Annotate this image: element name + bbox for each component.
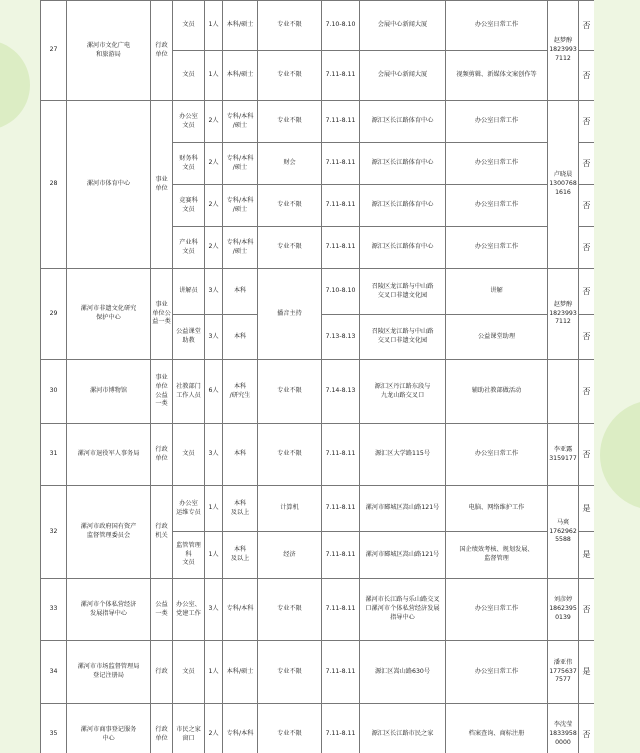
major: 专业不限 — [258, 579, 322, 641]
job-content: 办公室日常工作 — [446, 424, 548, 486]
unit-name: 漯河市博物馆 — [67, 360, 151, 424]
job-content: 电脑、网络维护工作 — [446, 486, 548, 532]
meal-provided: 否 — [579, 227, 595, 269]
major: 播音主持 — [258, 269, 322, 360]
work-location: 漯河市郾城区嵩山路121号 — [360, 486, 446, 532]
major: 专业不限 — [258, 101, 322, 143]
date-range: 7.11-8.11 — [322, 227, 360, 269]
unit-name: 漯河市退役军人事务局 — [67, 424, 151, 486]
date-range: 7.11-8.11 — [322, 532, 360, 579]
table-row — [41, 101, 595, 143]
headcount: 1人 — [205, 532, 223, 579]
major: 专业不限 — [258, 185, 322, 227]
post-name: 公益课堂 助教 — [173, 315, 205, 360]
row-number: 33 — [41, 579, 67, 641]
work-location: 召陵区龙江路与中山路 交叉口非遗文化园 — [360, 315, 446, 360]
unit-name: 漯河市个体私营经济 发展指导中心 — [67, 579, 151, 641]
meal-provided: 否 — [579, 143, 595, 185]
unit-type: 行政 机关 — [151, 486, 173, 579]
major: 专业不限 — [258, 641, 322, 704]
work-location: 召陵区龙江路与中山路 交叉口非遗文化园 — [360, 269, 446, 315]
post-name: 办公室、 党建工作 — [173, 579, 205, 641]
post-name: 文员 — [173, 424, 205, 486]
headcount: 2人 — [205, 227, 223, 269]
headcount: 1人 — [205, 641, 223, 704]
table-row — [41, 486, 595, 532]
major: 专业不限 — [258, 360, 322, 424]
post-name: 文员 — [173, 1, 205, 51]
decorative-circle-right — [600, 400, 640, 510]
table-row — [41, 704, 595, 753]
positions-table — [40, 0, 594, 753]
work-location: 漯河市长江路与乐山路交叉 口漯河市个体私营经济发展 指导中心 — [360, 579, 446, 641]
meal-provided: 否 — [579, 360, 595, 424]
contact: 赵梦醇 18239937112 — [548, 269, 579, 360]
major: 专业不限 — [258, 704, 322, 753]
contact: 潘亚伟 17756377577 — [548, 641, 579, 704]
meal-provided: 否 — [579, 269, 595, 315]
table-row — [41, 269, 595, 315]
row-number: 30 — [41, 360, 67, 424]
date-range: 7.11-8.11 — [322, 641, 360, 704]
date-range: 7.10-8.10 — [322, 269, 360, 315]
unit-type: 公益 一类 — [151, 579, 173, 641]
education: 本科/硕士 — [223, 641, 258, 704]
major: 专业不限 — [258, 51, 322, 101]
meal-provided: 否 — [579, 704, 595, 753]
date-range: 7.11-8.11 — [322, 143, 360, 185]
meal-provided: 否 — [579, 579, 595, 641]
education: 专科/本科 — [223, 579, 258, 641]
work-location: 源汇区长江路体育中心 — [360, 143, 446, 185]
education: 专科/本科 /硕士 — [223, 101, 258, 143]
headcount: 2人 — [205, 185, 223, 227]
date-range: 7.13-8.13 — [322, 315, 360, 360]
post-name: 财务科 文员 — [173, 143, 205, 185]
meal-provided: 否 — [579, 1, 595, 51]
table-row — [41, 360, 595, 424]
education: 专科/本科 /硕士 — [223, 227, 258, 269]
education: 专科/本科 — [223, 704, 258, 753]
decorative-circle-left — [0, 40, 30, 130]
date-range: 7.11-8.11 — [322, 185, 360, 227]
post-name: 竞赛科 文员 — [173, 185, 205, 227]
headcount: 2人 — [205, 101, 223, 143]
headcount: 3人 — [205, 424, 223, 486]
work-location: 漯河市郾城区嵩山路121号 — [360, 532, 446, 579]
work-location: 源汇区长江路体育中心 — [360, 101, 446, 143]
date-range: 7.10-8.10 — [322, 1, 360, 51]
contact: 马爽 17629625588 — [548, 486, 579, 579]
row-number: 28 — [41, 101, 67, 269]
job-content: 办公室日常工作 — [446, 641, 548, 704]
education: 本科 — [223, 269, 258, 315]
unit-type: 事业 单位 — [151, 101, 173, 269]
job-content: 辅助社教部做活动 — [446, 360, 548, 424]
job-content: 视频剪辑、新媒体文案创作等 — [446, 51, 548, 101]
meal-provided: 是 — [579, 486, 595, 532]
post-name: 市民之家 窗口 — [173, 704, 205, 753]
job-content: 档案查询、商标注册 — [446, 704, 548, 753]
unit-name: 漯河市市场监督管理局 登记注册局 — [67, 641, 151, 704]
major: 专业不限 — [258, 1, 322, 51]
job-content: 办公室日常工作 — [446, 579, 548, 641]
major: 计算机 — [258, 486, 322, 532]
post-name: 办公室 文员 — [173, 101, 205, 143]
table-row — [41, 424, 595, 486]
date-range: 7.14-8.13 — [322, 360, 360, 424]
unit-name: 漯河市体育中心 — [67, 101, 151, 269]
meal-provided: 否 — [579, 424, 595, 486]
education: 本科/硕士 — [223, 51, 258, 101]
education: 专科/本科 /硕士 — [223, 143, 258, 185]
work-location: 会展中心新闻大厦 — [360, 1, 446, 51]
unit-name: 漯河市政府国有资产 监督管理委员会 — [67, 486, 151, 579]
date-range: 7.11-8.11 — [322, 51, 360, 101]
row-number: 27 — [41, 1, 67, 101]
education: 本科 及以上 — [223, 532, 258, 579]
work-location: 源汇区大学路115号 — [360, 424, 446, 486]
date-range: 7.11-8.11 — [322, 101, 360, 143]
education: 本科 — [223, 424, 258, 486]
post-name: 社教部门 工作人员 — [173, 360, 205, 424]
headcount: 3人 — [205, 315, 223, 360]
headcount: 3人 — [205, 269, 223, 315]
meal-provided: 否 — [579, 101, 595, 143]
work-location: 源汇区丹江路东段与 九龙山路交叉口 — [360, 360, 446, 424]
unit-type: 事业 单位公 益一类 — [151, 269, 173, 360]
table-row — [41, 579, 595, 641]
unit-type: 行政 单位 — [151, 1, 173, 101]
post-name: 文员 — [173, 51, 205, 101]
headcount: 1人 — [205, 1, 223, 51]
date-range: 7.11-8.11 — [322, 704, 360, 753]
meal-provided: 否 — [579, 185, 595, 227]
row-number: 32 — [41, 486, 67, 579]
table-row — [41, 641, 595, 704]
headcount: 3人 — [205, 579, 223, 641]
contact: 赵梦醇 18239937112 — [548, 1, 579, 101]
meal-provided: 否 — [579, 51, 595, 101]
row-number: 31 — [41, 424, 67, 486]
unit-type: 行政 单位 — [151, 424, 173, 486]
education: 本科 — [223, 315, 258, 360]
post-name: 办公室 运维专员 — [173, 486, 205, 532]
unit-name: 漯河市非遗文化研究 保护中心 — [67, 269, 151, 360]
post-name: 监管管理 科 文员 — [173, 532, 205, 579]
education: 专科/本科 /硕士 — [223, 185, 258, 227]
work-location: 源汇区长江路体育中心 — [360, 227, 446, 269]
contact: 刘彦婷 18623950139 — [548, 579, 579, 641]
date-range: 7.11-8.11 — [322, 486, 360, 532]
date-range: 7.11-8.11 — [322, 424, 360, 486]
job-content: 办公室日常工作 — [446, 1, 548, 51]
headcount: 1人 — [205, 51, 223, 101]
major: 专业不限 — [258, 227, 322, 269]
post-name: 文员 — [173, 641, 205, 704]
job-content: 办公室日常工作 — [446, 101, 548, 143]
row-number: 34 — [41, 641, 67, 704]
internship-positions-sheet — [40, 0, 594, 753]
unit-type: 事业 单位 公益 一类 — [151, 360, 173, 424]
headcount: 2人 — [205, 704, 223, 753]
education: 本科 /研究生 — [223, 360, 258, 424]
work-location: 源汇区长江路市民之家 — [360, 704, 446, 753]
date-range: 7.11-8.11 — [322, 579, 360, 641]
contact — [548, 360, 579, 424]
major: 财会 — [258, 143, 322, 185]
headcount: 2人 — [205, 143, 223, 185]
headcount: 1人 — [205, 486, 223, 532]
row-number: 29 — [41, 269, 67, 360]
contact: 卢晓晨 13007681616 — [548, 101, 579, 269]
contact: 李沈莹 18339580000 — [548, 704, 579, 753]
unit-name: 漯河市商事登记服务 中心 — [67, 704, 151, 753]
job-content: 办公室日常工作 — [446, 227, 548, 269]
work-location: 源汇区长江路体育中心 — [360, 185, 446, 227]
table-row — [41, 1, 595, 51]
row-number: 35 — [41, 704, 67, 753]
major: 经济 — [258, 532, 322, 579]
major: 专业不限 — [258, 424, 322, 486]
post-name: 讲解员 — [173, 269, 205, 315]
post-name: 产业科 文员 — [173, 227, 205, 269]
education: 本科/硕士 — [223, 1, 258, 51]
job-content: 办公室日常工作 — [446, 185, 548, 227]
unit-name: 漯河市文化广电 和旅游局 — [67, 1, 151, 101]
education: 本科 及以上 — [223, 486, 258, 532]
work-location: 会展中心新闻大厦 — [360, 51, 446, 101]
job-content: 公益课堂助理 — [446, 315, 548, 360]
headcount: 6人 — [205, 360, 223, 424]
meal-provided: 否 — [579, 315, 595, 360]
work-location: 源汇区嵩山路630号 — [360, 641, 446, 704]
contact: 李亚露 3159177 — [548, 424, 579, 486]
unit-type: 行政 单位 — [151, 704, 173, 753]
meal-provided: 是 — [579, 641, 595, 704]
job-content: 讲解 — [446, 269, 548, 315]
job-content: 办公室日常工作 — [446, 143, 548, 185]
unit-type: 行政 — [151, 641, 173, 704]
meal-provided: 是 — [579, 532, 595, 579]
job-content: 国企绩效考核、规划发展、 监督管理 — [446, 532, 548, 579]
